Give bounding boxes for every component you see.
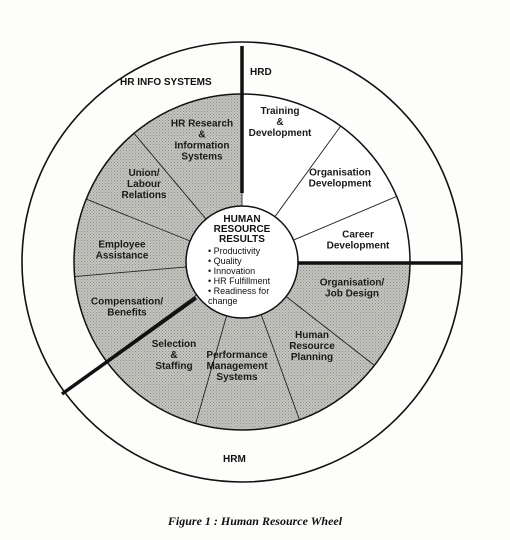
segment-label-line: Information: [174, 140, 230, 152]
segment-label-human-resource-planning: [289, 330, 335, 363]
segment-label-organisation-development: [309, 168, 372, 190]
segment-label-line: Training: [260, 106, 300, 117]
segment-label-line: Staffing: [155, 361, 193, 372]
segment-label-line: Organisation/: [319, 277, 385, 289]
segment-label-line: Career: [342, 229, 374, 241]
segment-label-line: Human: [295, 330, 329, 341]
center-result-text: Readiness for: [213, 286, 270, 296]
center-result-item: [208, 246, 261, 256]
segment-label-line: Performance: [206, 350, 268, 361]
ring-label-hr-info-systems: HR INFO SYSTEMS: [120, 77, 212, 88]
segment-label-line: Planning: [290, 352, 334, 363]
segment-label-line: Resource: [289, 341, 335, 352]
center-result-item: [208, 256, 242, 266]
center-result-item: [208, 286, 269, 296]
ring-label-hrd: HRD: [250, 67, 272, 78]
center-result-text: HR Fulfillment: [213, 276, 271, 286]
segment-label-line: Systems: [181, 151, 223, 163]
segment-label-line: Compensation/: [90, 296, 164, 308]
bullet-icon: •: [208, 276, 214, 286]
segment-label-line: Union/: [128, 168, 160, 179]
bullet-icon: •: [208, 286, 214, 296]
segment-label-line: Development: [326, 240, 390, 252]
segment-label-line: Labour: [127, 179, 161, 190]
segment-label-line: Relations: [121, 190, 167, 201]
ring-label-hrm: HRM: [223, 454, 246, 465]
bullet-icon: •: [208, 266, 214, 276]
segment-label-line: Employee: [98, 239, 146, 251]
segment-label-line: Selection: [151, 339, 197, 350]
segment-label-line: Development: [248, 128, 312, 139]
segment-label-line: &: [276, 117, 284, 128]
center-result-text: Quality: [213, 256, 242, 266]
figure-caption: Figure 1 : Human Resource Wheel: [167, 514, 343, 528]
bullet-icon: •: [208, 246, 214, 256]
segment-label-line: &: [198, 129, 206, 141]
center-title-line: HUMAN: [223, 214, 261, 225]
center-result-text: Productivity: [213, 246, 261, 256]
segment-label-line: Organisation: [309, 167, 371, 179]
segment-label-line: Systems: [216, 372, 258, 383]
center-result-item: [208, 266, 255, 276]
segment-label-line: Development: [308, 178, 372, 190]
segment-label-line: Management: [206, 361, 268, 372]
segment-label-employee-assistance: [96, 240, 149, 262]
segment-label-line: Job Design: [325, 288, 379, 300]
segment-label-line: Assistance: [95, 250, 149, 262]
center-title-line: RESULTS: [219, 234, 265, 245]
segment-label-line: &: [170, 350, 178, 361]
center-title-line: RESOURCE: [213, 224, 271, 235]
segment-label-line: Benefits: [107, 307, 147, 319]
bullet-icon: •: [208, 256, 214, 266]
center-result-item: [208, 276, 271, 286]
center-result-continuation: change: [208, 296, 238, 306]
segment-label-organisation-job-design: [320, 278, 385, 300]
center-result-text: Innovation: [213, 266, 256, 276]
segment-label-line: HR Research: [170, 118, 234, 130]
